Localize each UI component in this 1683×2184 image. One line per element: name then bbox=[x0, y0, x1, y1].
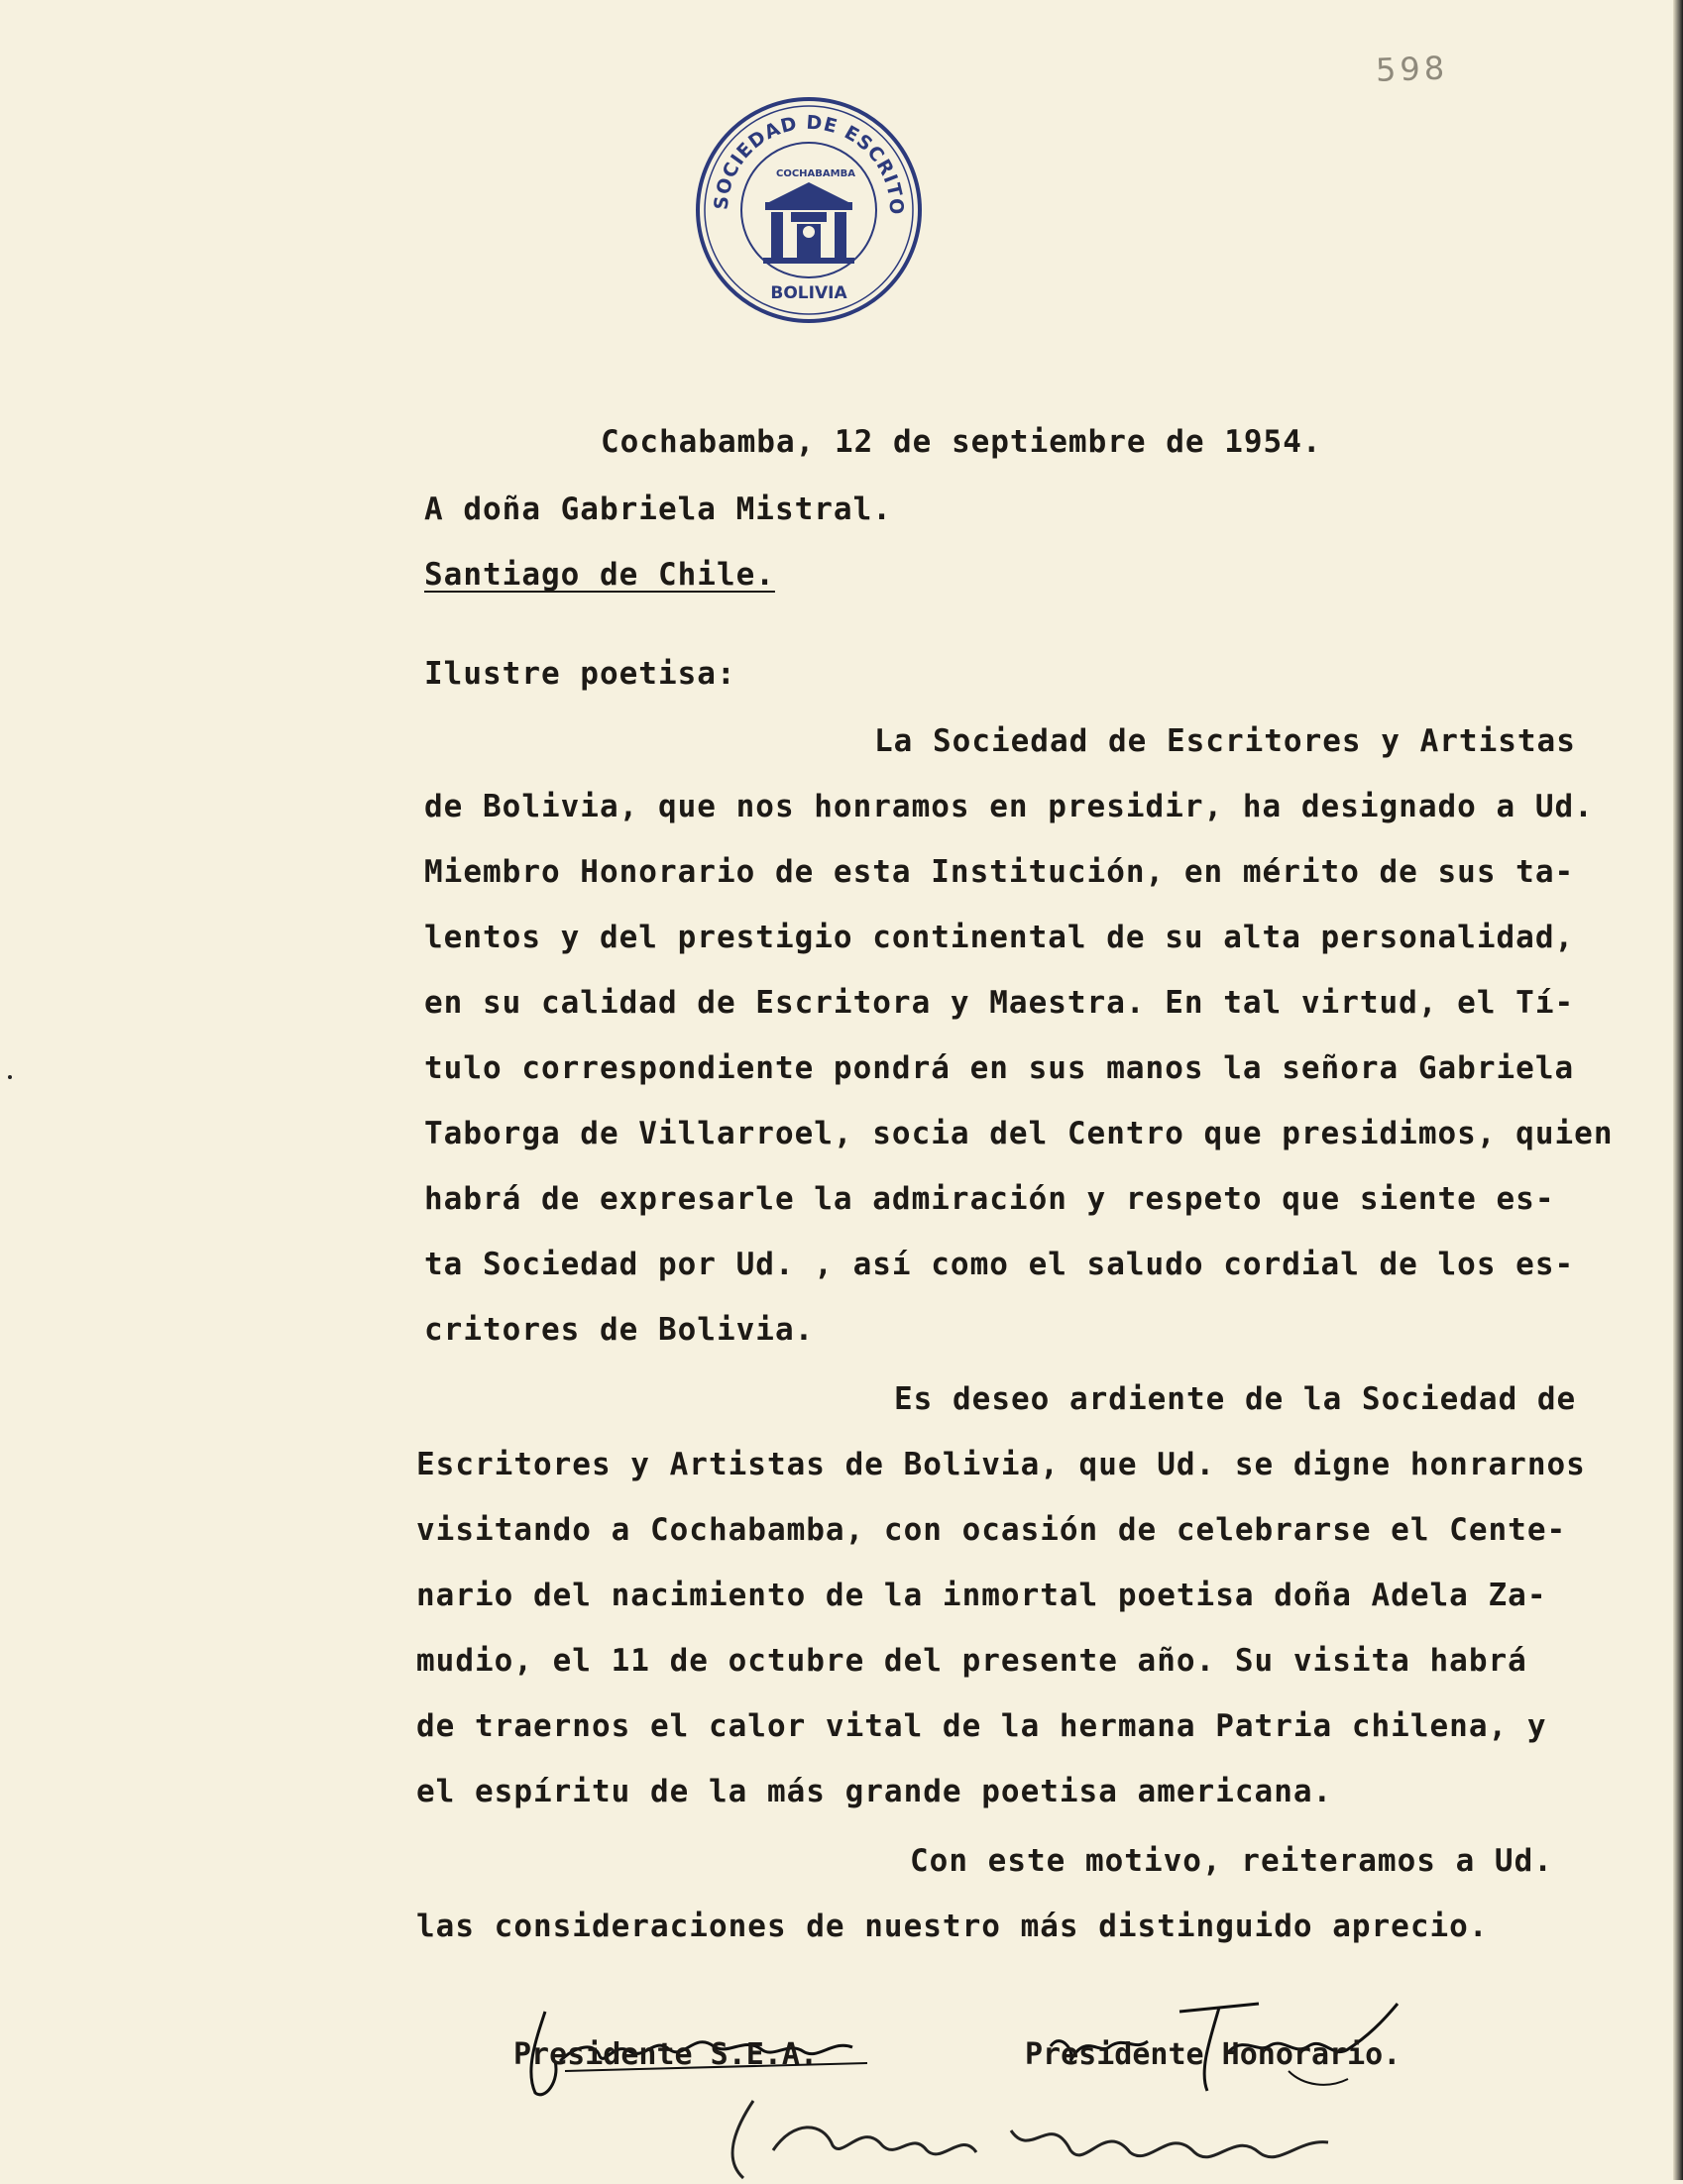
body-line: visitando a Cochabamba, con ocasión de celebrarse el Cente- bbox=[416, 1512, 1567, 1548]
body-line: de Bolivia, que nos honramos en presidir, ha designado a Ud. bbox=[424, 789, 1594, 824]
body-line: el espíritu de la más grande poetisa americana. bbox=[416, 1774, 1333, 1809]
body-line: habrá de expresarle la admiración y respeto que siente es- bbox=[424, 1181, 1555, 1217]
body-line: en su calidad de Escritora y Maestra. En tal virtud, el Tí- bbox=[424, 985, 1575, 1021]
seal-inner-text: COCHABAMBA bbox=[776, 168, 855, 179]
body-line: Con este motivo, reiteramos a Ud. bbox=[910, 1843, 1553, 1879]
archive-number: 598 bbox=[1375, 49, 1449, 89]
body-line: nario del nacimiento de la inmortal poetisa doña Adela Za- bbox=[416, 1578, 1547, 1613]
letter-date: Cochabamba, 12 de septiembre de 1954. bbox=[601, 424, 1322, 460]
letter-city: Santiago de Chile. bbox=[424, 557, 775, 593]
body-line: tulo correspondiente pondrá en sus manos la señora Gabriela bbox=[424, 1050, 1575, 1086]
body-line: las consideraciones de nuestro más distinguido aprecio. bbox=[416, 1909, 1489, 1944]
body-line: ta Sociedad por Ud. , así como el saludo cordial de los es- bbox=[424, 1247, 1575, 1282]
svg-text:SOCIEDAD DE ESCRITORES Y ARTIS: SOCIEDAD DE ESCRITO bbox=[710, 111, 908, 216]
body-line: critores de Bolivia. bbox=[424, 1312, 815, 1348]
body-line: lentos y del prestigio continental de su alta personalidad, bbox=[424, 920, 1575, 955]
body-line: La Sociedad de Escritores y Artistas bbox=[874, 723, 1576, 759]
letter-salutation: Ilustre poetisa: bbox=[424, 656, 736, 692]
seal-bottom-text: BOLIVIA bbox=[770, 283, 847, 303]
body-line: Miembro Honorario de esta Institución, en mérito de sus ta- bbox=[424, 854, 1575, 890]
body-line: Escritores y Artistas de Bolivia, que Ud. se digne honrarnos bbox=[416, 1447, 1586, 1482]
bottom-signature bbox=[714, 2091, 1348, 2184]
body-line: mudio, el 11 de octubre del presente año. Su visita habrá bbox=[416, 1643, 1527, 1679]
paper-speck bbox=[8, 1075, 12, 1079]
right-signature-title: Presidente Honorario. bbox=[1025, 2037, 1402, 2072]
society-seal bbox=[694, 95, 924, 325]
body-line: de traernos el calor vital de la hermana Patria chilena, y bbox=[416, 1708, 1547, 1744]
letter-recipient: A doña Gabriela Mistral. bbox=[424, 491, 892, 527]
body-line: Taborga de Villarroel, socia del Centro que presidimos, quien bbox=[424, 1116, 1614, 1151]
left-signature-title: Presidente S.E.A. bbox=[513, 2037, 819, 2072]
body-line: Es deseo ardiente de la Sociedad de bbox=[894, 1381, 1577, 1417]
